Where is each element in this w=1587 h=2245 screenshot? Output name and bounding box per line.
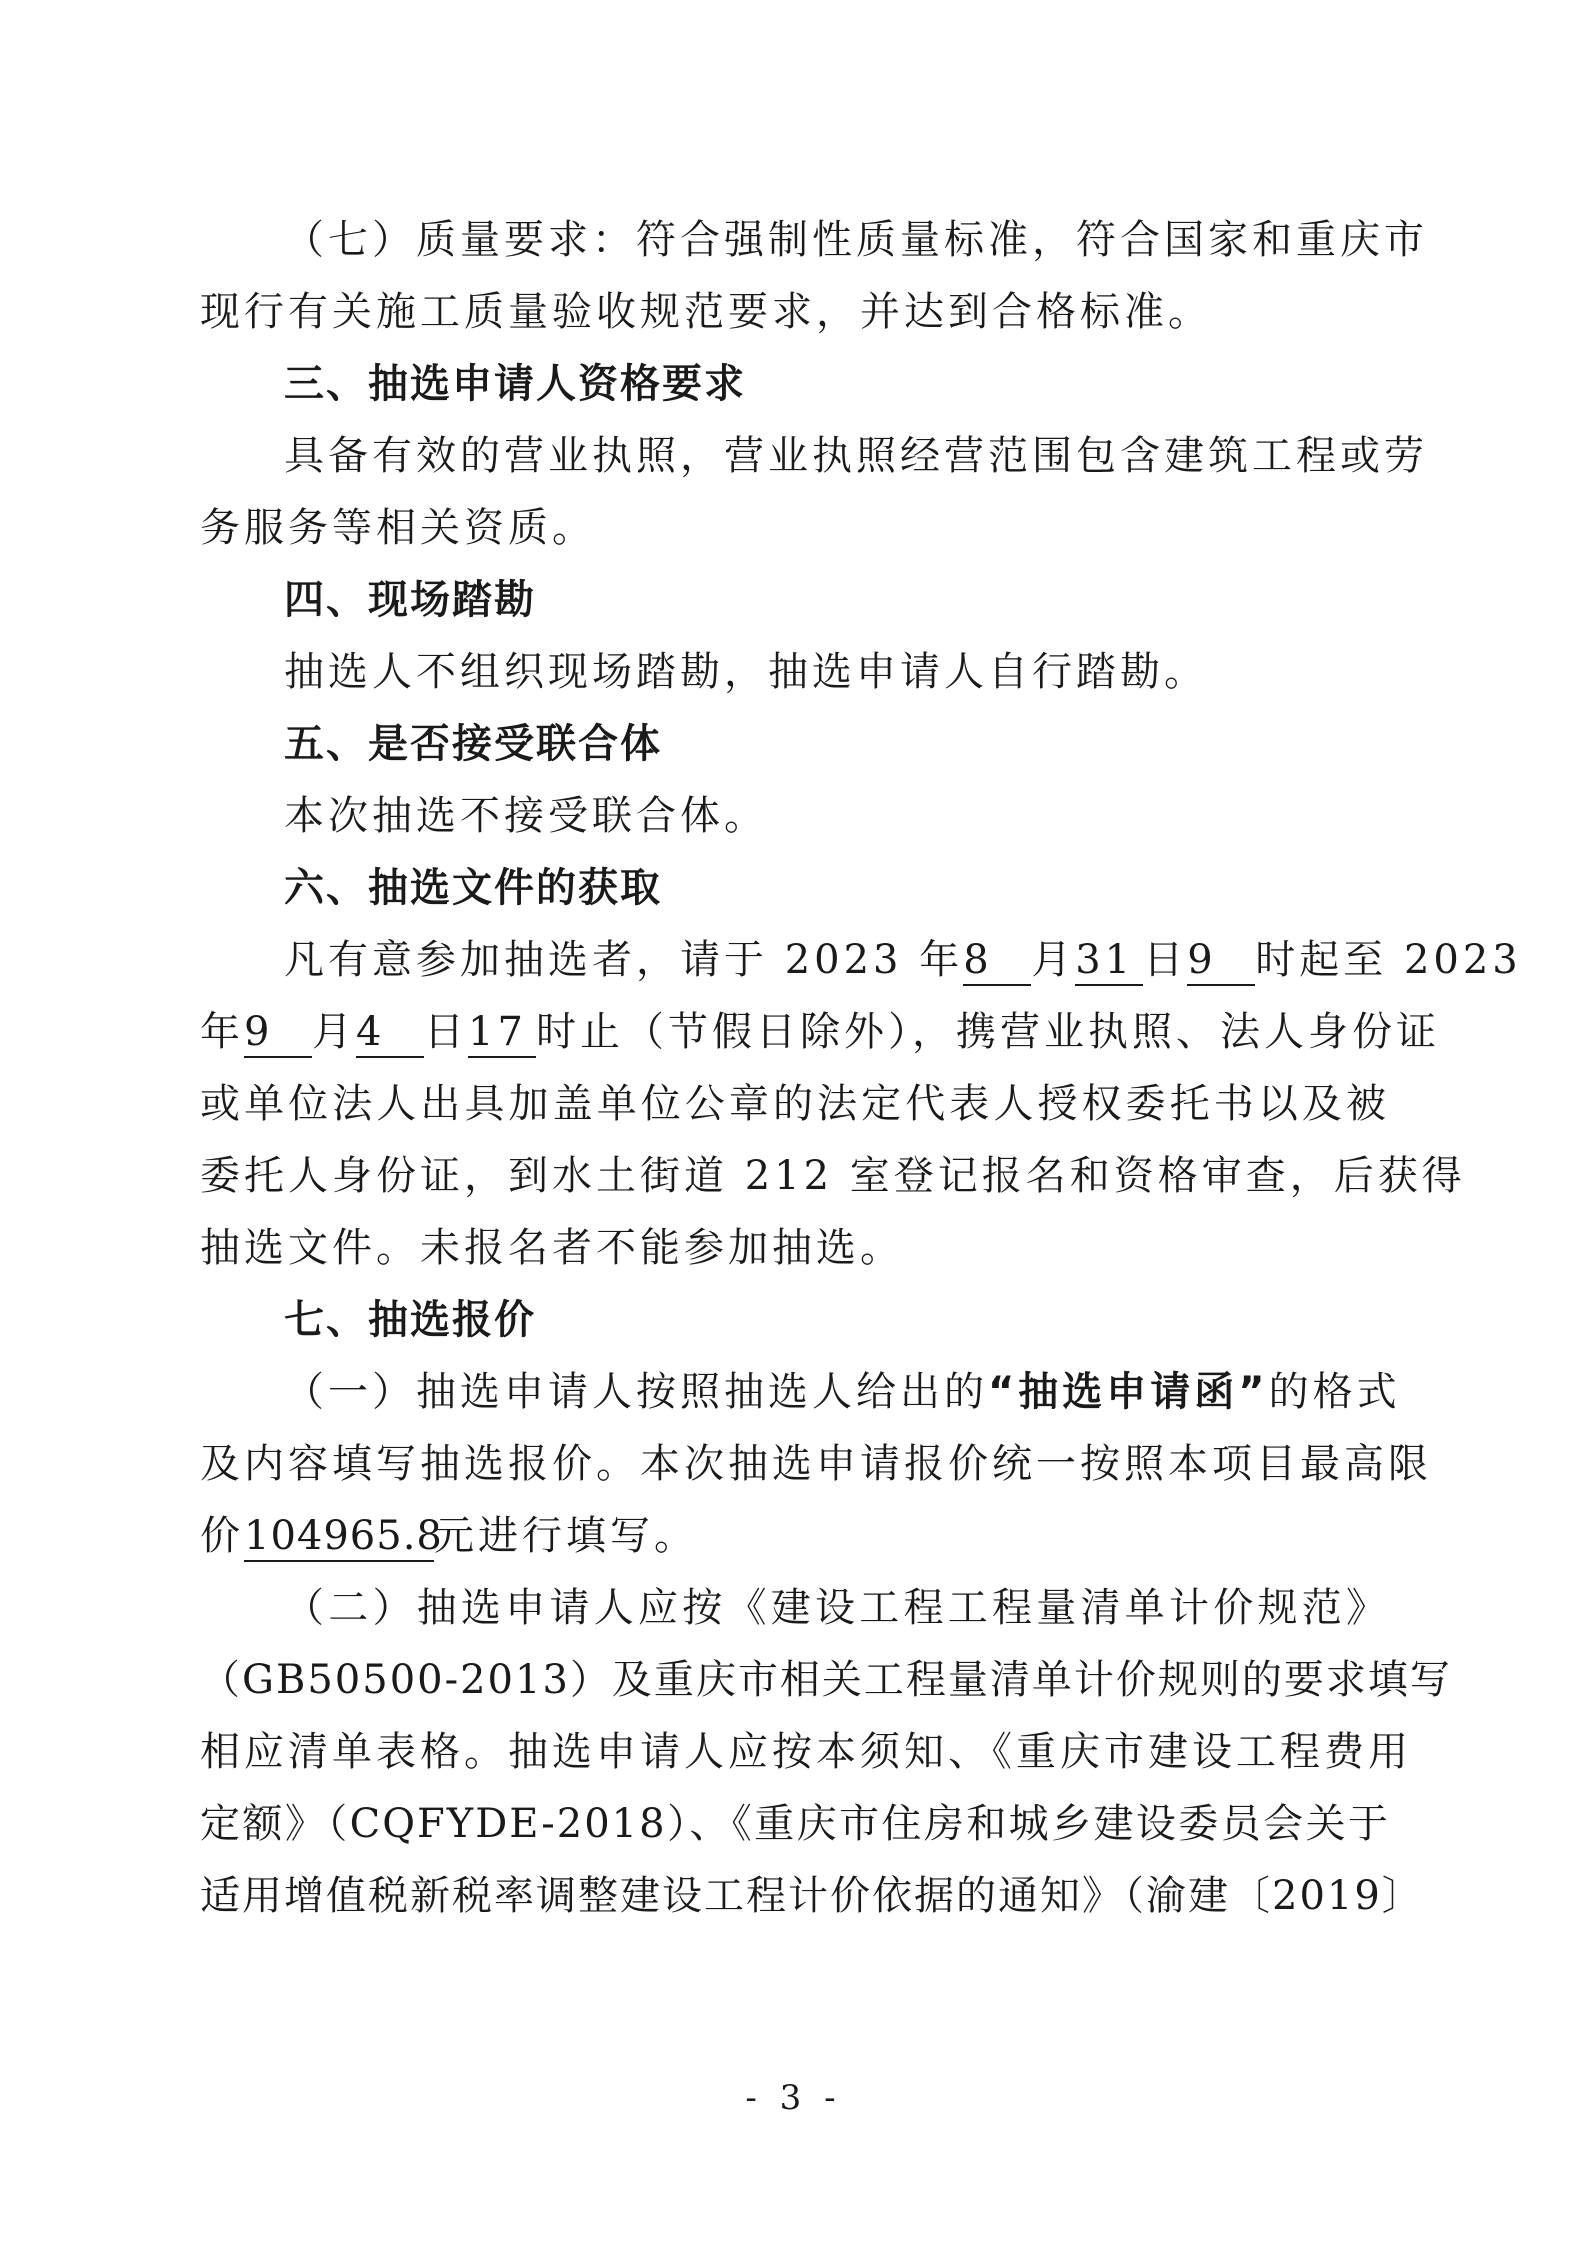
quality-requirement-line-1: （七）质量要求：符合强制性质量标准，符合国家和重庆市	[284, 217, 1428, 263]
section-5-heading: 五、是否接受联合体	[284, 721, 662, 767]
section-7-p2-line-4: 定额》（CQFYDE-2018）、《重庆市住房和城乡建设委员会关于	[200, 1801, 1390, 1847]
start-day: 31	[1075, 936, 1143, 986]
section-6-heading: 六、抽选文件的获取	[284, 865, 662, 911]
end-day: 4	[356, 1008, 424, 1058]
section-6-line-5: 抽选文件。未报名者不能参加抽选。	[200, 1225, 904, 1271]
start-hour: 9	[1187, 936, 1255, 986]
section-7-heading: 七、抽选报价	[284, 1297, 536, 1343]
section-3-heading: 三、抽选申请人资格要求	[284, 361, 746, 407]
text: （一）抽选申请人按照抽选人给出的	[284, 1369, 988, 1415]
section-7-p1-line-2: 及内容填写抽选报价。本次抽选申请报价统一按照本项目最高限	[200, 1441, 1432, 1487]
max-price-value: 104965.8	[244, 1512, 434, 1562]
text: 日	[424, 1009, 468, 1055]
text: 时止（节假日除外），携营业执照、法人身份证	[536, 1009, 1440, 1055]
section-6-line-3: 或单位法人出具加盖单位公章的法定代表人授权委托书以及被	[200, 1081, 1390, 1127]
section-3-line-2: 务服务等相关资质。	[200, 505, 596, 551]
text: 凡有意参加抽选者，请于 2023 年	[284, 937, 964, 983]
start-month: 8	[963, 936, 1031, 986]
text: 日	[1143, 937, 1188, 983]
text: 元进行填写。	[434, 1513, 698, 1559]
section-6-line-1	[284, 932, 1522, 988]
text: 月	[312, 1009, 356, 1055]
application-letter-title: “抽选申请函”	[988, 1369, 1269, 1415]
section-7-p2-line-3: 相应清单表格。抽选申请人应按本须知、《重庆市建设工程费用	[200, 1729, 1412, 1775]
text: 年	[200, 1009, 244, 1055]
section-6-line-2	[200, 1004, 1440, 1060]
text: 价	[200, 1513, 244, 1559]
section-3-line-1: 具备有效的营业执照，营业执照经营范围包含建筑工程或劳	[284, 433, 1428, 479]
section-7-p1-line-3	[200, 1508, 1390, 1564]
section-7-p1-line-1	[284, 1364, 1401, 1420]
text: 的格式	[1268, 1369, 1401, 1415]
page-number: - 3 -	[745, 2078, 842, 2118]
section-7-p2-line-1: （二）抽选申请人应按《建设工程工程量清单计价规范》	[284, 1585, 1390, 1631]
section-7-p2-line-5: 适用增值税新税率调整建设工程计价依据的通知》（渝建〔2019〕	[200, 1873, 1424, 1919]
section-5-line-1: 本次抽选不接受联合体。	[284, 793, 768, 839]
section-7-p2-line-2: （GB50500-2013）及重庆市相关工程量清单计价规则的要求填写	[200, 1657, 1452, 1703]
section-6-line-4: 委托人身份证，到水土街道 212 室登记报名和资格审查，后获得	[200, 1153, 1466, 1199]
section-4-heading: 四、现场踏勘	[284, 577, 536, 623]
text: 月	[1031, 937, 1076, 983]
text: 时起至 2023	[1255, 937, 1522, 983]
quality-requirement-line-2: 现行有关施工质量验收规范要求，并达到合格标准。	[200, 289, 1212, 335]
section-4-line-1: 抽选人不组织现场踏勘，抽选申请人自行踏勘。	[284, 649, 1208, 695]
end-month: 9	[244, 1008, 312, 1058]
end-hour: 17	[468, 1008, 536, 1058]
